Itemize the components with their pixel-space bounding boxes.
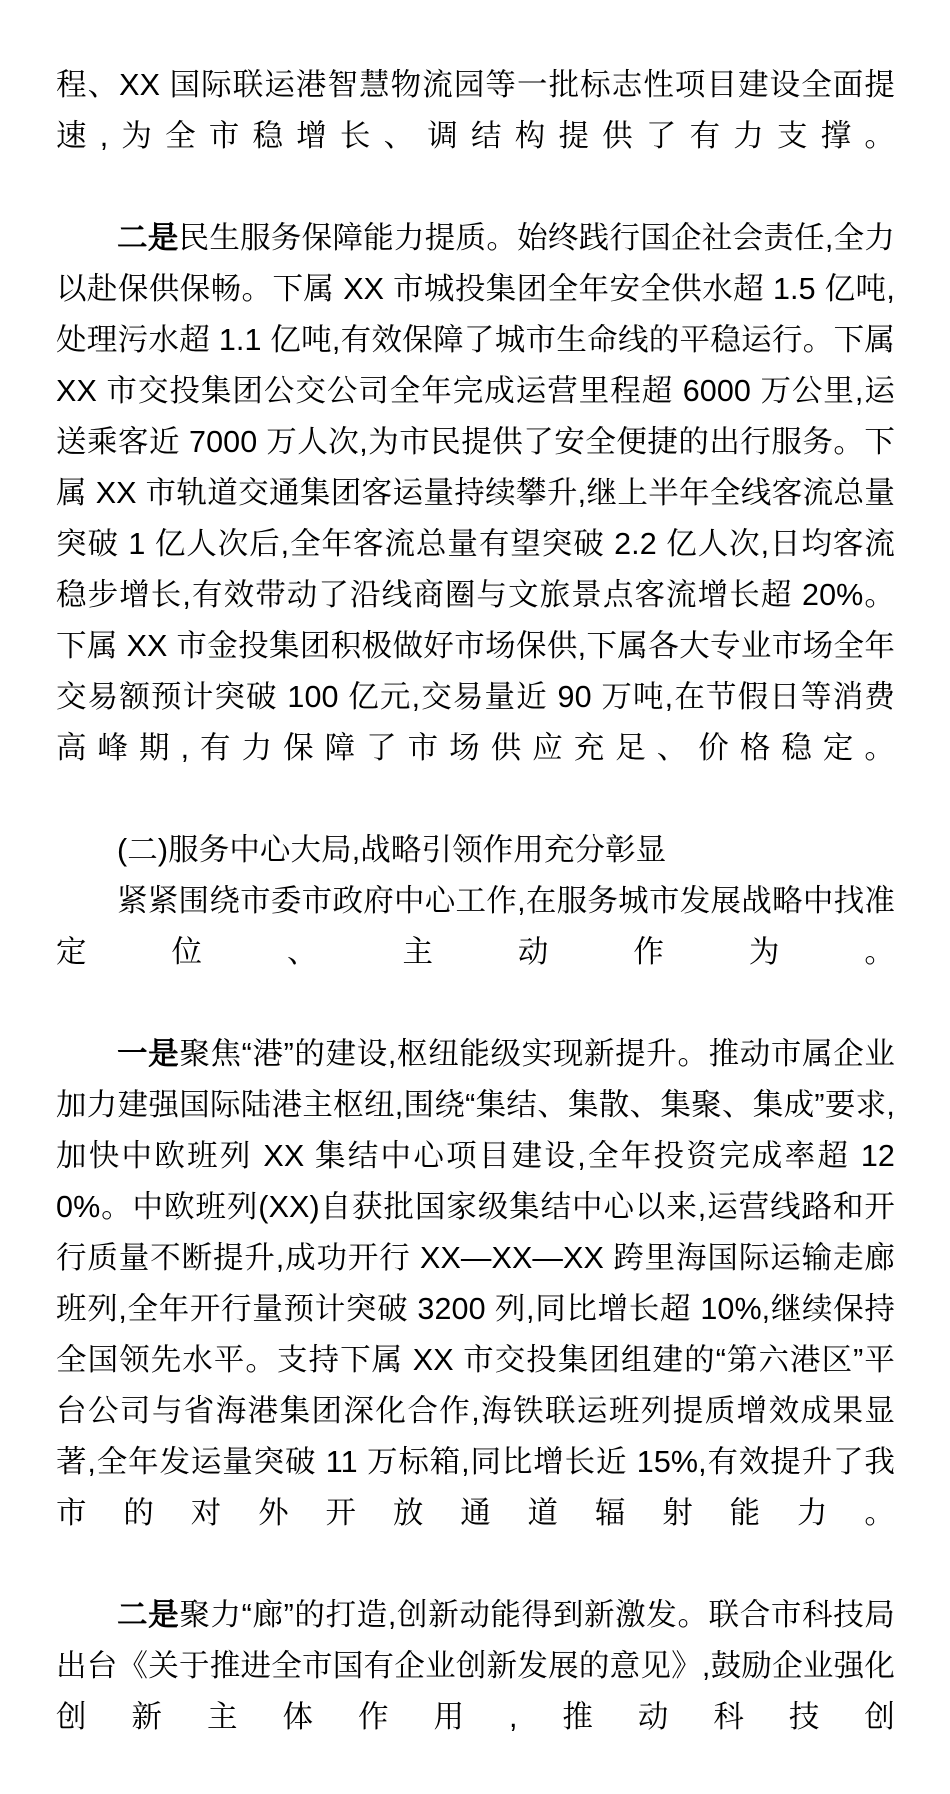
document-body xyxy=(56,60,895,1794)
paragraph-lead-marker: 一是 xyxy=(117,1037,180,1071)
paragraph-minsheng xyxy=(56,213,895,825)
paragraph-section-two-intro xyxy=(56,876,895,1029)
section-heading-text: (二)服务中心大局,战略引领作用充分彰显 xyxy=(117,833,667,867)
paragraph-text: 聚焦“港”的建设,枢纽能级实现新提升。推动市属企业加力建强国际陆港主枢纽,围绕“集结、集散、集聚、集成”要求,加快中欧班列 XX 集结中心项目建设,全年投资完成率超 120%。中欧班列(XX)自获批国家级集结中心以来,运营线路和开行质量不断提升,成功开行 XX—XX—XX 跨里海国际运输走廊班列,全年开行量预计突破 3200 列,同比增长超 10%,继续保持全国领先水平。支持下属 XX 市交投集团组建的“第六港区”平台公司与省海港集团深化合作,海铁联运班列提质增效成果显著,全年发运量突破 11 万标箱,同比增长近 15%,有效提升了我市的对外开放通道辐射能力。 xyxy=(56,1037,895,1530)
paragraph-text: 民生服务保障能力提质。始终践行国企社会责任,全力以赴保供保畅。下属 XX 市城投集团全年安全供水超 1.5 亿吨,处理污水超 1.1 亿吨,有效保障了城市生命线的平稳运行。下属 XX 市交投集团公交公司全年完成运营里程超 6000 万公里,运送乘客近 7000 万人次,为市民提供了安全便捷的出行服务。下属 XX 市轨道交通集团客运量持续攀升,继上半年全线客流总量突破 1 亿人次后,全年客流总量有望突破 2.2 亿人次,日均客流稳步增长,有效带动了沿线商圈与文旅景点客流增长超 20%。下属 XX 市金投集团积极做好市场保供,下属各大专业市场全年交易额预计突破 100 亿元,交易量近 90 万吨,在节假日等消费高峰期,有力保障了市场供应充足、价格稳定。 xyxy=(56,221,896,765)
paragraph-lang xyxy=(56,1590,895,1794)
section-heading-two xyxy=(56,825,895,876)
paragraph-text: 紧紧围绕市委市政府中心工作,在服务城市发展战略中找准定位、主动作为。 xyxy=(56,884,895,969)
paragraph-text: 聚力“廊”的打造,创新动能得到新激发。联合市科技局出台《关于推进全市国有企业创新发展的意见》,鼓励企业强化创新主体作用,推动科技创 xyxy=(56,1598,895,1734)
paragraph-lead-marker: 二是 xyxy=(117,221,179,255)
paragraph-lead-marker: 二是 xyxy=(117,1598,180,1632)
paragraph-continuation xyxy=(56,60,895,213)
paragraph-gang xyxy=(56,1029,895,1590)
paragraph-text: 程、XX 国际联运港智慧物流园等一批标志性项目建设全面提速,为全市稳增长、调结构提供了有力支撑。 xyxy=(56,68,895,153)
